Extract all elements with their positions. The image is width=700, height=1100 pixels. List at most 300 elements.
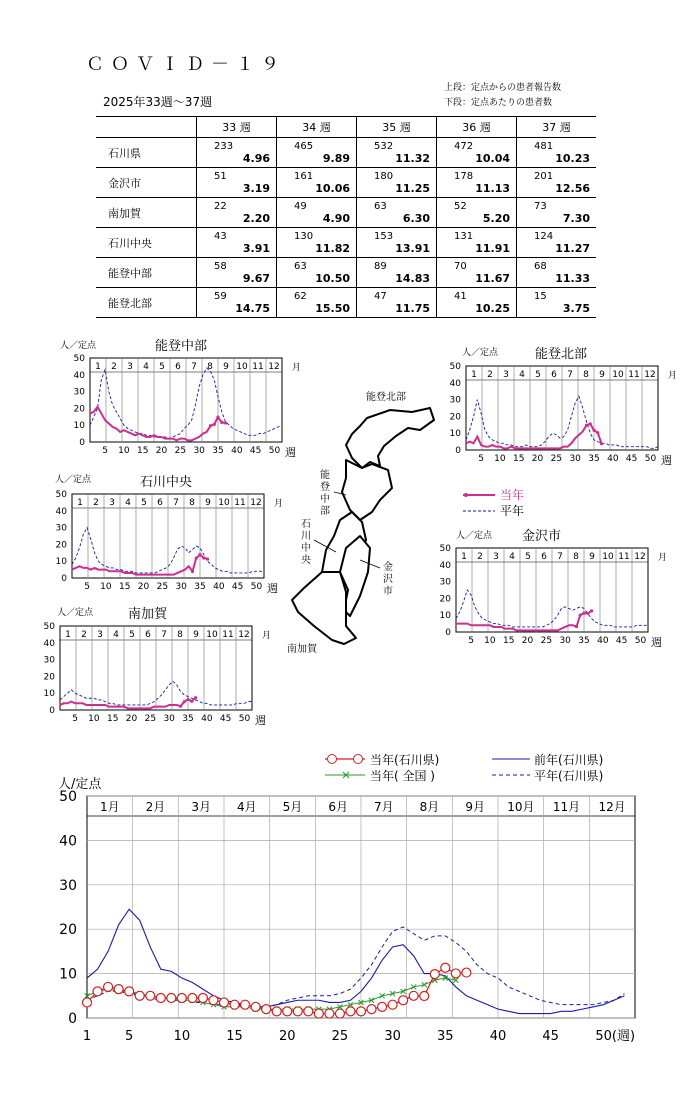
- legend-label: 前年(石川県): [534, 753, 604, 767]
- month-label: 9月: [465, 800, 485, 814]
- month-word: 月: [274, 499, 284, 509]
- y-tick-label: 40: [73, 370, 85, 381]
- current-point: [202, 556, 205, 559]
- x-tick-label: 25: [331, 1029, 349, 1044]
- x-tick-label: 15: [136, 446, 149, 456]
- report-count: 89: [374, 261, 387, 272]
- per-sentinel-value: 4.96: [242, 152, 270, 165]
- current-point: [304, 1007, 313, 1016]
- current-series-line: [72, 555, 208, 575]
- current-point: [156, 994, 165, 1003]
- month-label: 6: [145, 630, 151, 640]
- legend-label: 当年(石川県): [370, 753, 440, 767]
- week-word: 週: [255, 714, 266, 727]
- week-word: 週: [651, 636, 662, 649]
- report-count: 63: [374, 201, 387, 212]
- y-tick-label: 40: [43, 638, 55, 649]
- month-label: 9: [589, 552, 595, 562]
- y-tick-label: 50: [73, 354, 85, 364]
- per-sentinel-value: 2.20: [242, 212, 270, 225]
- x-tick-label: 35: [182, 714, 194, 724]
- report-count: 43: [214, 231, 227, 242]
- small-chart-legend: [463, 487, 524, 518]
- current-point: [251, 1002, 260, 1011]
- per-sentinel-value: 9.89: [322, 152, 350, 165]
- region-name: 石川中央: [96, 228, 197, 258]
- current-point: [378, 1002, 387, 1011]
- legend-label: 平年(石川県): [534, 769, 604, 783]
- month-label: 11: [234, 498, 246, 508]
- x-tick-label: 10: [118, 446, 130, 456]
- chart-title: 能登中部: [155, 339, 208, 354]
- report-count: 62: [294, 291, 307, 302]
- per-sentinel-value: 11.75: [395, 302, 430, 315]
- current-point: [125, 987, 134, 996]
- y-tick-label: 20: [43, 672, 55, 683]
- chart-title: 石川中央: [140, 475, 193, 490]
- per-sentinel-value: 9.67: [242, 272, 270, 285]
- current-point: [198, 994, 207, 1003]
- current-point: [209, 996, 218, 1005]
- current-point: [135, 991, 144, 1000]
- month-label: 7: [567, 370, 573, 380]
- map-label-ishikawa-chuo: 央: [301, 555, 311, 566]
- current-point: [114, 985, 123, 994]
- x-tick-label: 30: [559, 636, 571, 646]
- small-chart: [450, 346, 677, 467]
- month-label: 7月: [374, 800, 394, 814]
- current-point: [585, 424, 588, 427]
- month-label: 11: [618, 552, 630, 562]
- current-point: [592, 429, 595, 432]
- y-tick-label: 0: [49, 706, 55, 716]
- current-point: [206, 557, 209, 560]
- x-tick-label: 40: [201, 714, 213, 724]
- current-series-line: [466, 424, 602, 448]
- x-tick-label: 20: [155, 446, 168, 456]
- month-label: 3: [503, 370, 509, 380]
- y-tick-label: 10: [449, 429, 461, 440]
- current-point: [575, 625, 578, 628]
- month-label: 3: [109, 498, 115, 508]
- month-label: 6: [551, 370, 557, 380]
- x-tick-label: 25: [174, 446, 187, 456]
- x-tick-label: 5: [468, 636, 474, 646]
- month-label: 4月: [237, 800, 257, 814]
- x-tick-label: 50: [644, 454, 657, 464]
- y-tick-label: 30: [55, 523, 67, 534]
- month-label: 2: [487, 370, 493, 380]
- y-tick-label: 50: [59, 789, 77, 805]
- map-label-ishikawa-chuo: 川: [301, 531, 311, 542]
- per-sentinel-value: 3.75: [562, 302, 590, 315]
- x-tick-label: 30: [175, 582, 187, 592]
- report-count: 178: [454, 171, 474, 182]
- month-label: 1: [461, 552, 467, 562]
- month-label: 3月: [191, 800, 211, 814]
- noto-chubu-region: [342, 460, 392, 520]
- x-tick-label: 10: [88, 714, 100, 724]
- week-header: 34 週: [277, 117, 357, 138]
- y-tick-label: 0: [445, 628, 451, 638]
- per-sentinel-value: 10.50: [315, 272, 350, 285]
- x-tick-label: 10: [494, 454, 506, 464]
- per-sentinel-value: 11.32: [395, 152, 430, 165]
- x-tick-label: 25: [540, 636, 553, 646]
- month-word: 月: [668, 371, 678, 381]
- per-sentinel-value: 11.91: [475, 242, 510, 255]
- map-label-ishikawa-chuo: 中: [301, 543, 311, 554]
- x-tick-label: 5: [84, 582, 90, 592]
- current-point: [167, 994, 176, 1003]
- week-word: 週: [661, 454, 672, 467]
- y-tick-label: 10: [73, 421, 85, 432]
- current-point: [209, 424, 212, 427]
- per-sentinel-value: 11.33: [555, 272, 590, 285]
- month-label: 6: [157, 498, 163, 508]
- map-label-noto-chubu: 登: [320, 482, 330, 493]
- small-chart: [55, 473, 283, 595]
- month-label: 2: [93, 498, 99, 508]
- month-label: 8: [207, 362, 213, 372]
- region-name: 南加賀: [96, 198, 197, 228]
- week-header: 37 週: [517, 117, 597, 138]
- x-tick-label: 30: [193, 446, 205, 456]
- unit-label: 人/定点: [58, 777, 102, 792]
- legend-average-label: 平年: [500, 504, 525, 518]
- current-point: [596, 431, 599, 434]
- y-tick-label: 50: [439, 544, 451, 554]
- month-label: 1: [65, 630, 71, 640]
- x-tick-label: 40: [213, 582, 225, 592]
- week-word: 週: [267, 582, 278, 595]
- region-name: 金沢市: [96, 168, 197, 198]
- per-sentinel-value: 3.91: [242, 242, 270, 255]
- report-count: 59: [214, 291, 227, 302]
- x-tick-label: 20: [278, 1029, 296, 1044]
- current-series-line: [90, 407, 226, 441]
- x-tick-label: 5: [102, 446, 108, 456]
- month-label: 5: [159, 362, 165, 372]
- month-label: 8: [573, 552, 579, 562]
- per-sentinel-value: 15.50: [315, 302, 350, 315]
- per-sentinel-value: 14.75: [235, 302, 270, 315]
- month-label: 1: [95, 362, 101, 372]
- current-point: [191, 570, 194, 573]
- legend-marker: [354, 755, 363, 764]
- y-tick-label: 20: [449, 412, 461, 423]
- x-tick-label: 30: [569, 454, 581, 464]
- y-tick-label: 30: [439, 577, 451, 588]
- month-label: 9: [193, 630, 199, 640]
- x-tick-label: 35: [194, 582, 206, 592]
- x-tick-label: 35: [212, 446, 224, 456]
- month-label: 10: [218, 498, 230, 508]
- x-tick-label: 5: [125, 1029, 134, 1044]
- report-count: 68: [534, 261, 547, 272]
- month-label: 7: [191, 362, 197, 372]
- month-word: 月: [658, 553, 668, 563]
- per-sentinel-value: 14.83: [395, 272, 430, 285]
- current-point: [314, 1009, 323, 1018]
- per-sentinel-value: 12.56: [555, 182, 590, 195]
- current-point: [357, 1007, 366, 1016]
- month-label: 12: [268, 362, 280, 372]
- report-count: 130: [294, 231, 314, 242]
- current-point: [198, 553, 201, 556]
- month-label: 4: [125, 498, 131, 508]
- month-label: 2月: [145, 800, 166, 814]
- current-point: [582, 612, 585, 615]
- x-tick-label: 35: [588, 454, 600, 464]
- month-label: 11月: [552, 800, 581, 814]
- current-point: [600, 442, 603, 445]
- report-count: 201: [534, 171, 554, 182]
- current-point: [213, 423, 216, 426]
- report-count: 58: [214, 261, 227, 272]
- x-tick-label: 45: [219, 714, 232, 724]
- month-label: 2: [111, 362, 117, 372]
- per-sentinel-value: 11.13: [475, 182, 510, 195]
- y-tick-label: 10: [43, 689, 55, 700]
- month-label: 11: [222, 630, 234, 640]
- report-count: 49: [294, 201, 307, 212]
- month-label: 6: [541, 552, 547, 562]
- y-tick-label: 30: [449, 395, 461, 406]
- page-title: ＣＯＶＩＤ－１９: [86, 54, 286, 75]
- x-tick-label: 35: [437, 1029, 454, 1044]
- month-label: 11: [628, 370, 640, 380]
- month-label: 10: [236, 362, 248, 372]
- report-count: 22: [214, 201, 227, 212]
- month-label: 3: [493, 552, 499, 562]
- month-label: 7: [173, 498, 179, 508]
- y-tick-label: 40: [449, 378, 461, 389]
- per-sentinel-value: 3.19: [242, 182, 270, 195]
- month-label: 10: [612, 370, 624, 380]
- month-label: 12: [238, 630, 250, 640]
- per-sentinel-value: 6.30: [402, 212, 430, 225]
- per-sentinel-value: 10.23: [555, 152, 590, 165]
- per-sentinel-value: 7.30: [562, 212, 590, 225]
- x-tick-label: 45: [625, 454, 638, 464]
- unit-label: 人／定点: [55, 475, 92, 485]
- month-label: 2: [81, 630, 87, 640]
- report-count: 532: [374, 141, 394, 152]
- x-tick-label: 10: [100, 582, 112, 592]
- map-label-minami-kaga: 南加賀: [287, 644, 317, 655]
- per-sentinel-value: 5.20: [482, 212, 510, 225]
- month-word: 月: [262, 631, 272, 641]
- report-count: 131: [454, 231, 474, 242]
- month-label: 5: [535, 370, 541, 380]
- current-point: [83, 998, 92, 1007]
- x-tick-label: 10: [484, 636, 496, 646]
- y-tick-label: 0: [455, 446, 461, 456]
- month-label: 4: [509, 552, 515, 562]
- y-tick-label: 0: [61, 574, 67, 584]
- month-label: 4: [519, 370, 525, 380]
- month-label: 11: [252, 362, 264, 372]
- current-point: [293, 1007, 302, 1016]
- current-point: [104, 982, 113, 991]
- y-tick-label: 50: [43, 622, 55, 632]
- current-point: [93, 987, 102, 996]
- small-chart: [44, 606, 271, 727]
- region-name: 能登北部: [96, 288, 197, 318]
- current-point: [451, 969, 460, 978]
- current-point: [146, 991, 155, 1000]
- x-tick-label: 45: [231, 582, 244, 592]
- current-point: [220, 421, 223, 424]
- current-point: [186, 698, 189, 701]
- current-point: [586, 612, 589, 615]
- current-point: [183, 700, 186, 703]
- month-label: 5: [525, 552, 531, 562]
- x-tick-label: 10: [173, 1029, 191, 1044]
- report-count: 161: [294, 171, 314, 182]
- report-period: 2025年33週～37週: [103, 95, 213, 109]
- report-count: 180: [374, 171, 394, 182]
- per-sentinel-value: 11.67: [475, 272, 510, 285]
- month-label: 12: [250, 498, 262, 508]
- y-tick-label: 40: [55, 506, 67, 517]
- current-point: [430, 970, 439, 979]
- per-sentinel-value: 10.06: [315, 182, 350, 195]
- per-sentinel-value: 13.91: [395, 242, 430, 255]
- x-tick-label: 15: [502, 636, 515, 646]
- month-label: 12: [634, 552, 646, 562]
- month-label: 9: [205, 498, 211, 508]
- map-label-kanazawa: 沢: [383, 574, 393, 585]
- x-tick-label: 35: [578, 636, 590, 646]
- current-point: [589, 422, 592, 425]
- report-count: 70: [454, 261, 467, 272]
- small-chart: [440, 528, 667, 649]
- current-point: [420, 991, 429, 1000]
- main-legend: [325, 752, 603, 783]
- month-label: 1月: [100, 800, 120, 814]
- current-point: [230, 1000, 239, 1009]
- map-label-kanazawa: 金: [383, 562, 393, 573]
- x-tick-label: 50: [250, 582, 263, 592]
- month-label: 2: [477, 552, 483, 562]
- month-label: 3: [127, 362, 133, 372]
- y-tick-label: 50: [449, 362, 461, 372]
- legend-marker: [328, 755, 337, 764]
- map-label-ishikawa-chuo: 石: [301, 519, 311, 530]
- x-tick-label: 25: [144, 714, 157, 724]
- week-word: 週: [285, 446, 296, 459]
- x-tick-label: 50: [634, 636, 647, 646]
- current-point: [346, 1007, 355, 1016]
- unit-label: 人／定点: [60, 341, 97, 351]
- current-point: [388, 1000, 397, 1009]
- week-header: 35 週: [357, 117, 437, 138]
- month-label: 4: [113, 630, 119, 640]
- month-label: 1: [471, 370, 477, 380]
- report-count: 465: [294, 141, 314, 152]
- x-tick-label: 50(週): [595, 1029, 636, 1044]
- legend-current-dot: [464, 493, 468, 497]
- report-count: 47: [374, 291, 387, 302]
- unit-label: 人／定点: [462, 348, 499, 358]
- current-point: [195, 557, 198, 560]
- month-label: 10: [602, 552, 614, 562]
- current-point: [335, 1009, 344, 1018]
- map-label-noto-hokubu: 能登北部: [366, 392, 406, 403]
- x-tick-label: 15: [512, 454, 525, 464]
- per-sentinel-value: 11.25: [395, 182, 430, 195]
- y-tick-label: 10: [55, 557, 67, 568]
- month-label: 5: [141, 498, 147, 508]
- month-label: 8: [583, 370, 589, 380]
- per-sentinel-value: 4.90: [322, 212, 350, 225]
- month-label: 7: [557, 552, 563, 562]
- month-label: 3: [97, 630, 103, 640]
- ishikawa-map: [287, 390, 434, 655]
- month-label: 8: [177, 630, 183, 640]
- x-tick-label: 15: [106, 714, 119, 724]
- y-tick-label: 40: [59, 833, 77, 850]
- y-tick-label: 20: [439, 594, 451, 605]
- note-bottom: 下段：定点あたりの患者数: [444, 98, 553, 108]
- y-tick-label: 30: [43, 655, 55, 666]
- main-chart: [0, 740, 700, 1100]
- y-tick-label: 20: [55, 540, 67, 551]
- per-sentinel-value: 11.27: [555, 242, 590, 255]
- current-point: [190, 700, 193, 703]
- x-tick-label: 40: [231, 446, 243, 456]
- month-label: 12月: [598, 800, 626, 814]
- y-tick-label: 50: [55, 490, 67, 500]
- x-tick-label: 40: [597, 636, 609, 646]
- month-label: 6: [175, 362, 181, 372]
- report-count: 52: [454, 201, 467, 212]
- per-sentinel-value: 10.04: [475, 152, 510, 165]
- x-tick-label: 20: [137, 582, 150, 592]
- y-tick-label: 20: [73, 404, 85, 415]
- x-tick-label: 30: [163, 714, 175, 724]
- x-tick-label: 20: [125, 714, 138, 724]
- legend-label: 当年( 全国 ): [370, 769, 435, 783]
- current-point: [179, 705, 182, 708]
- current-point: [283, 1007, 292, 1016]
- report-count: 51: [214, 171, 227, 182]
- map-label-noto-chubu: 中: [320, 494, 330, 505]
- x-tick-label: 25: [156, 582, 169, 592]
- report-count: 73: [534, 201, 547, 212]
- region-name: 石川県: [96, 138, 197, 168]
- chart-title: 能登北部: [535, 347, 588, 362]
- current-point: [262, 1005, 271, 1014]
- map-label-kanazawa: 市: [383, 586, 393, 597]
- report-count: 481: [534, 141, 554, 152]
- report-count: 472: [454, 141, 474, 152]
- x-tick-label: 45: [615, 636, 628, 646]
- current-point: [325, 1009, 334, 1018]
- x-tick-label: 30: [384, 1029, 401, 1044]
- y-tick-label: 10: [439, 611, 451, 622]
- current-point: [441, 963, 450, 972]
- month-label: 8: [189, 498, 195, 508]
- current-point: [399, 996, 408, 1005]
- month-label: 5: [129, 630, 135, 640]
- chart-title: 南加賀: [128, 607, 168, 622]
- month-label: 7: [161, 630, 167, 640]
- report-count: 124: [534, 231, 554, 242]
- current-point: [224, 421, 227, 424]
